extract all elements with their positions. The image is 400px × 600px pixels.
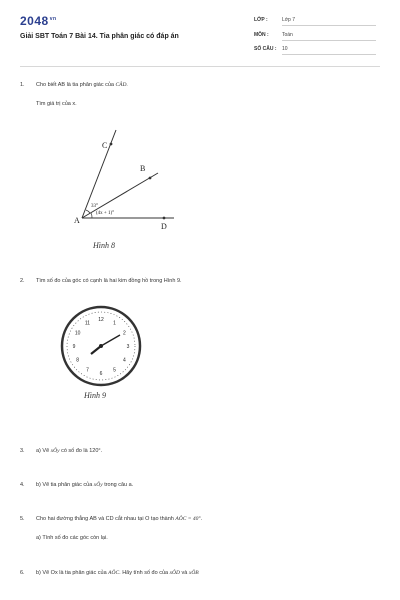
question-text-part: a) Vẽ (36, 448, 50, 454)
document-title: Giải SBT Toán 7 Bài 14. Tia phân giác có đáp án (20, 33, 179, 40)
math-expression: xÔy (93, 482, 103, 488)
question-text (36, 82, 128, 88)
meta-count-value: 10 (282, 46, 376, 55)
meta-count (254, 46, 376, 55)
site-logo[interactable] (20, 14, 57, 28)
question-number: 4. (20, 482, 25, 488)
figure-9-clock (60, 305, 142, 387)
math-expression: xÔD (169, 570, 180, 576)
question-number: 5. (20, 516, 25, 522)
label-b: B (140, 164, 146, 173)
question-text (36, 482, 133, 488)
ray-ab (82, 173, 158, 218)
angle-arc-bad (91, 213, 92, 218)
question-number: 2. (20, 278, 25, 284)
question-text-part: trong câu a. (104, 482, 134, 488)
clock-number: 10 (74, 330, 81, 337)
question-text-part: . Hãy tính số đo của (119, 570, 169, 576)
clock-number: 9 (72, 344, 76, 350)
question-text (36, 516, 202, 522)
question-number: 1. (20, 82, 25, 88)
meta-subject-value: Toán (282, 32, 376, 41)
angle-label-33: 33° (91, 204, 98, 209)
meta-subject (254, 32, 376, 41)
clock-number: 6 (99, 371, 103, 377)
question-text: Tìm số đo của góc có cạnh là hai kim đồng hồ trong Hình 9. (36, 278, 182, 284)
figure-9-caption: Hình 9 (84, 391, 106, 400)
point-b (149, 177, 152, 180)
label-d: D (161, 222, 167, 231)
meta-class-value: Lớp 7 (282, 17, 376, 26)
question-text-part: Cho biết AB là tia phân giác của (36, 82, 114, 88)
clock-number: 4 (123, 357, 126, 364)
label-a: A (74, 216, 80, 225)
angle-arc-cab (86, 210, 90, 213)
clock-number: 12 (98, 317, 104, 323)
logo-text: 2048 (20, 14, 49, 28)
question-5-subtext: a) Tính số đo các góc còn lại. (36, 535, 108, 541)
logo-suffix: vn (49, 16, 57, 22)
question-text-part: có số đo là 120°. (61, 448, 103, 454)
clock-number: 2 (123, 330, 126, 337)
clock-center (99, 344, 103, 348)
question-number: 6. (20, 570, 25, 576)
figure-8-caption: Hình 8 (93, 241, 115, 250)
clock-number: 5 (113, 367, 116, 374)
question-text-part: Cho hai đường thẳng AB và CD cắt nhau tại O tạo thành (36, 516, 174, 522)
question-1-subtext: Tìm giá trị của x. (36, 101, 77, 107)
figure-8-diagram (60, 128, 190, 238)
meta-subject-key: MÔN : (254, 32, 269, 38)
question-text (36, 570, 199, 576)
math-expression: xÔB (188, 570, 199, 576)
meta-class-key: LỚP : (254, 17, 268, 23)
meta-count-key: SỐ CÂU : (254, 46, 277, 52)
angle-label-4x: (4x + 1)° (96, 211, 115, 216)
clock-number: 11 (84, 320, 91, 327)
question-text (36, 448, 102, 454)
header-divider (20, 66, 380, 67)
question-text-part: . (200, 516, 203, 522)
question-text-part: b) Vẽ tia phân giác của (36, 482, 93, 488)
clock-number: 3 (126, 344, 130, 350)
question-text-part: và (181, 570, 188, 576)
math-expression: xÔy (50, 448, 60, 454)
label-c: C (102, 141, 108, 150)
question-number: 3. (20, 448, 25, 454)
point-d (163, 217, 166, 220)
clock-number: 8 (76, 357, 79, 364)
point-c (110, 143, 113, 146)
clock-number: 1 (113, 320, 116, 327)
math-expression: AÔC = 40° (175, 516, 201, 522)
clock-number: 7 (86, 367, 89, 374)
math-expression: AÔC (108, 570, 120, 576)
meta-class (254, 17, 376, 26)
math-expression: CÂD. (115, 82, 128, 88)
question-text-part: b) Vẽ Ox là tia phân giác của (36, 570, 107, 576)
